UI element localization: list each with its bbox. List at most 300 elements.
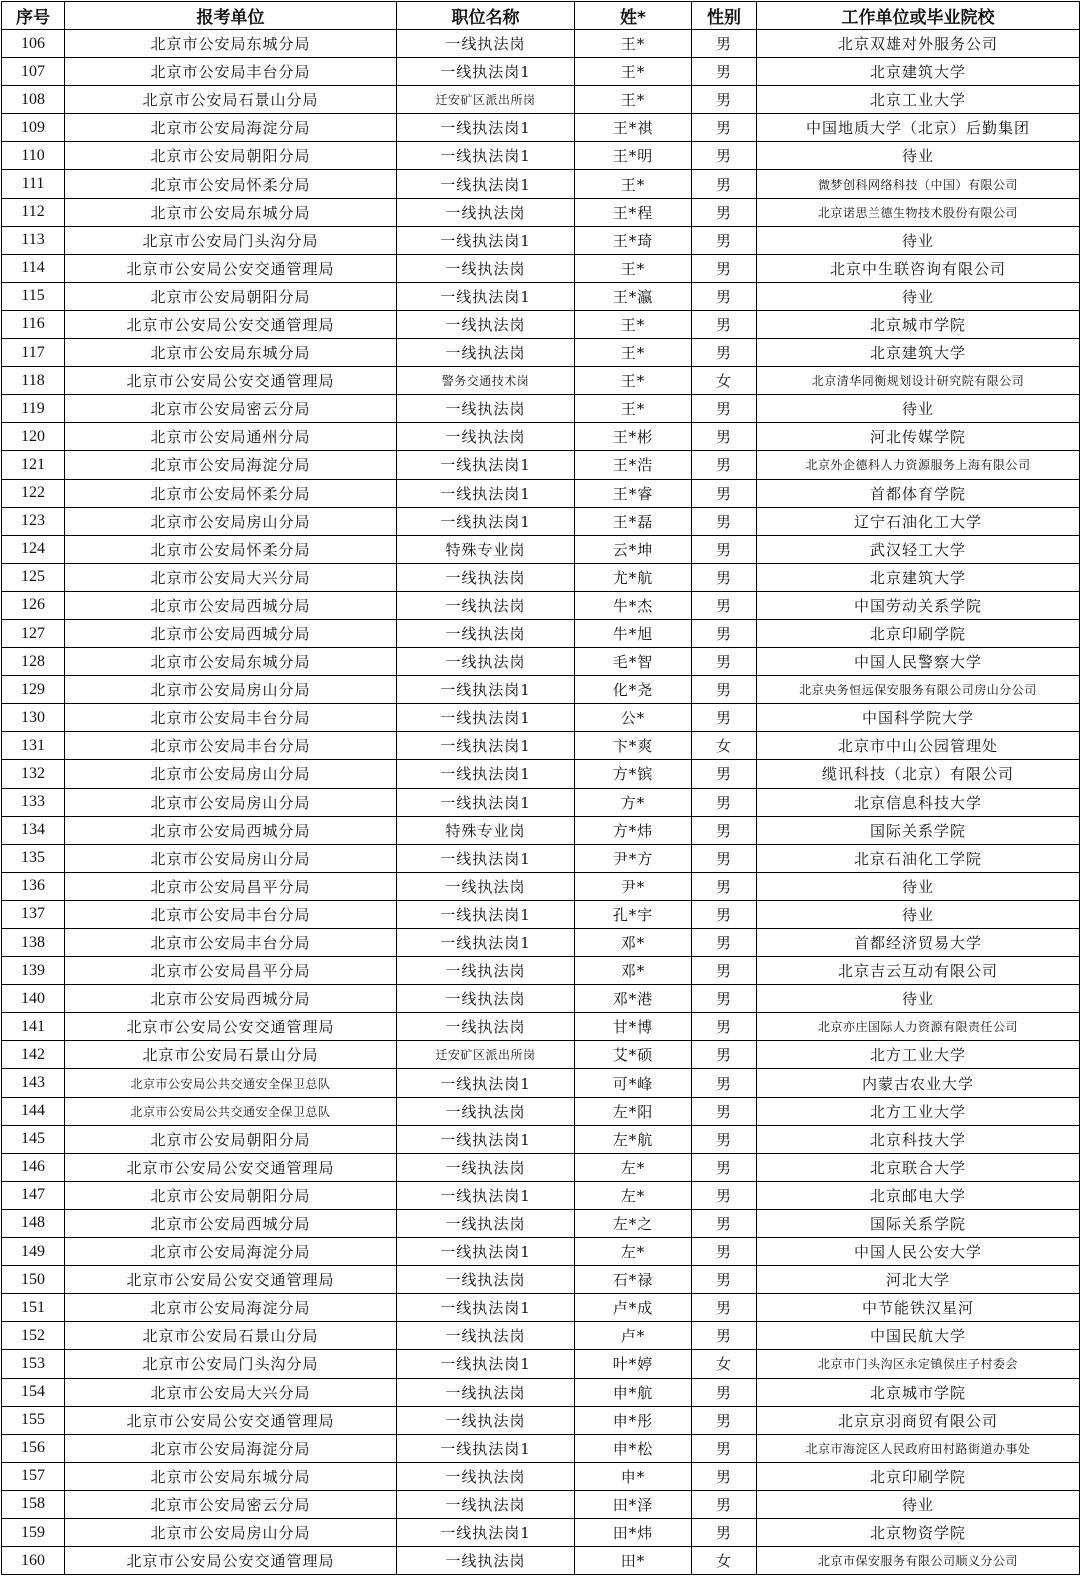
- cell-gender: 女: [692, 732, 757, 760]
- cell-position-name: 一线执法岗1: [397, 760, 575, 788]
- cell-position-name: 一线执法岗: [397, 563, 575, 591]
- table-row: [2, 507, 1080, 535]
- table-row: [2, 226, 1080, 254]
- cell-serial-number: 147: [2, 1181, 65, 1209]
- cell-name: 云*坤: [575, 535, 692, 563]
- cell-gender: 男: [692, 395, 757, 423]
- cell-workplace-or-school: 中国地质大学（北京）后勤集团: [757, 114, 1080, 142]
- cell-workplace-or-school: 北京印刷学院: [757, 619, 1080, 647]
- table-row: [2, 1153, 1080, 1181]
- cell-workplace-or-school: 河北大学: [757, 1266, 1080, 1294]
- cell-serial-number: 137: [2, 900, 65, 928]
- cell-workplace-or-school: 北京建筑大学: [757, 563, 1080, 591]
- cell-serial-number: 156: [2, 1434, 65, 1462]
- cell-applied-unit: 北京市公安局西城分局: [65, 591, 397, 619]
- cell-serial-number: 107: [2, 58, 65, 86]
- cell-name: 申*松: [575, 1434, 692, 1462]
- cell-gender: 男: [692, 1406, 757, 1434]
- cell-workplace-or-school: 北京诺思兰德生物技术股份有限公司: [757, 198, 1080, 226]
- cell-serial-number: 145: [2, 1125, 65, 1153]
- table-body: [2, 30, 1080, 1575]
- cell-workplace-or-school: 待业: [757, 226, 1080, 254]
- table-row: [2, 1322, 1080, 1350]
- cell-position-name: 一线执法岗: [397, 1266, 575, 1294]
- cell-name: 王*瀛: [575, 282, 692, 310]
- cell-position-name: 一线执法岗1: [397, 1181, 575, 1209]
- cell-position-name: 一线执法岗1: [397, 451, 575, 479]
- cell-serial-number: 131: [2, 732, 65, 760]
- cell-gender: 男: [692, 282, 757, 310]
- cell-position-name: 一线执法岗: [397, 648, 575, 676]
- cell-workplace-or-school: 北京城市学院: [757, 310, 1080, 338]
- cell-workplace-or-school: 首都经济贸易大学: [757, 929, 1080, 957]
- cell-serial-number: 113: [2, 226, 65, 254]
- table-row: [2, 563, 1080, 591]
- cell-name: 卢*: [575, 1322, 692, 1350]
- cell-gender: 男: [692, 451, 757, 479]
- table-row: [2, 86, 1080, 114]
- cell-name: 左*阳: [575, 1097, 692, 1125]
- cell-name: 左*航: [575, 1125, 692, 1153]
- cell-position-name: 一线执法岗: [397, 1547, 575, 1575]
- cell-serial-number: 119: [2, 395, 65, 423]
- cell-name: 可*峰: [575, 1069, 692, 1097]
- cell-gender: 男: [692, 1462, 757, 1490]
- cell-name: 邓*港: [575, 985, 692, 1013]
- cell-name: 王*磊: [575, 507, 692, 535]
- cell-workplace-or-school: 中节能铁汉星河: [757, 1294, 1080, 1322]
- cell-workplace-or-school: 中国劳动关系学院: [757, 591, 1080, 619]
- cell-applied-unit: 北京市公安局大兴分局: [65, 1378, 397, 1406]
- cell-name: 王*: [575, 86, 692, 114]
- cell-serial-number: 127: [2, 619, 65, 647]
- cell-gender: 男: [692, 479, 757, 507]
- cell-workplace-or-school: 北京吉云互动有限公司: [757, 957, 1080, 985]
- table-row: [2, 367, 1080, 395]
- table-row: [2, 479, 1080, 507]
- cell-gender: 男: [692, 1013, 757, 1041]
- cell-workplace-or-school: 国际关系学院: [757, 816, 1080, 844]
- cell-serial-number: 121: [2, 451, 65, 479]
- cell-gender: 男: [692, 86, 757, 114]
- cell-gender: 男: [692, 985, 757, 1013]
- cell-name: 左*: [575, 1238, 692, 1266]
- table-row: [2, 957, 1080, 985]
- cell-position-name: 一线执法岗: [397, 1153, 575, 1181]
- cell-serial-number: 151: [2, 1294, 65, 1322]
- cell-applied-unit: 北京市公安局海淀分局: [65, 114, 397, 142]
- cell-serial-number: 152: [2, 1322, 65, 1350]
- cell-name: 田*炜: [575, 1518, 692, 1546]
- cell-position-name: 一线执法岗1: [397, 114, 575, 142]
- table-row: [2, 1181, 1080, 1209]
- cell-name: 方*镔: [575, 760, 692, 788]
- cell-serial-number: 111: [2, 170, 65, 198]
- cell-workplace-or-school: 北京邮电大学: [757, 1181, 1080, 1209]
- cell-workplace-or-school: 北京京羽商贸有限公司: [757, 1406, 1080, 1434]
- cell-applied-unit: 北京市公安局昌平分局: [65, 957, 397, 985]
- cell-gender: 男: [692, 704, 757, 732]
- cell-gender: 男: [692, 1069, 757, 1097]
- cell-serial-number: 122: [2, 479, 65, 507]
- cell-applied-unit: 北京市公安局门头沟分局: [65, 226, 397, 254]
- cell-serial-number: 146: [2, 1153, 65, 1181]
- cell-gender: 男: [692, 170, 757, 198]
- table-row: [2, 451, 1080, 479]
- cell-workplace-or-school: 北京清华同衡规划设计研究院有限公司: [757, 367, 1080, 395]
- table-row: [2, 816, 1080, 844]
- cell-name: 化*尧: [575, 676, 692, 704]
- cell-serial-number: 124: [2, 535, 65, 563]
- cell-applied-unit: 北京市公安局西城分局: [65, 619, 397, 647]
- cell-applied-unit: 北京市公安局丰台分局: [65, 704, 397, 732]
- cell-gender: 男: [692, 816, 757, 844]
- table-row: [2, 788, 1080, 816]
- table-row: [2, 872, 1080, 900]
- cell-position-name: 一线执法岗1: [397, 1125, 575, 1153]
- table-row: [2, 1209, 1080, 1237]
- cell-name: 公*: [575, 704, 692, 732]
- cell-name: 田*泽: [575, 1490, 692, 1518]
- cell-gender: 男: [692, 1209, 757, 1237]
- cell-gender: 男: [692, 1125, 757, 1153]
- cell-serial-number: 117: [2, 339, 65, 367]
- cell-applied-unit: 北京市公安局密云分局: [65, 395, 397, 423]
- cell-name: 艾*硕: [575, 1041, 692, 1069]
- cell-applied-unit: 北京市公安局朝阳分局: [65, 282, 397, 310]
- header-position-name: 职位名称: [397, 2, 575, 30]
- table-row: [2, 1013, 1080, 1041]
- cell-serial-number: 115: [2, 282, 65, 310]
- cell-applied-unit: 北京市公安局海淀分局: [65, 451, 397, 479]
- cell-applied-unit: 北京市公安局西城分局: [65, 816, 397, 844]
- cell-workplace-or-school: 北京亦庄国际人力资源有限责任公司: [757, 1013, 1080, 1041]
- cell-position-name: 一线执法岗1: [397, 282, 575, 310]
- cell-name: 尹*: [575, 872, 692, 900]
- table-row: [2, 900, 1080, 928]
- table-row: [2, 732, 1080, 760]
- cell-serial-number: 110: [2, 142, 65, 170]
- cell-workplace-or-school: 北京联合大学: [757, 1153, 1080, 1181]
- cell-position-name: 一线执法岗1: [397, 479, 575, 507]
- cell-workplace-or-school: 待业: [757, 1490, 1080, 1518]
- cell-name: 王*: [575, 367, 692, 395]
- cell-name: 王*琦: [575, 226, 692, 254]
- cell-position-name: 一线执法岗: [397, 423, 575, 451]
- cell-gender: 男: [692, 226, 757, 254]
- table-row: [2, 1378, 1080, 1406]
- cell-serial-number: 134: [2, 816, 65, 844]
- cell-serial-number: 128: [2, 648, 65, 676]
- table-row: [2, 1434, 1080, 1462]
- cell-applied-unit: 北京市公安局朝阳分局: [65, 142, 397, 170]
- cell-position-name: 一线执法岗: [397, 985, 575, 1013]
- table-row: [2, 58, 1080, 86]
- cell-applied-unit: 北京市公安局石景山分局: [65, 1041, 397, 1069]
- cell-position-name: 一线执法岗: [397, 30, 575, 58]
- table-row: [2, 310, 1080, 338]
- cell-position-name: 一线执法岗: [397, 1378, 575, 1406]
- cell-name: 田*: [575, 1547, 692, 1575]
- cell-serial-number: 138: [2, 929, 65, 957]
- table-header-row: [2, 2, 1080, 30]
- cell-serial-number: 143: [2, 1069, 65, 1097]
- cell-position-name: 一线执法岗: [397, 395, 575, 423]
- cell-gender: 男: [692, 591, 757, 619]
- table-row: [2, 1069, 1080, 1097]
- cell-position-name: 一线执法岗: [397, 339, 575, 367]
- cell-position-name: 一线执法岗: [397, 310, 575, 338]
- cell-serial-number: 155: [2, 1406, 65, 1434]
- table-row: [2, 114, 1080, 142]
- cell-gender: 女: [692, 367, 757, 395]
- cell-position-name: 一线执法岗1: [397, 1518, 575, 1546]
- cell-gender: 男: [692, 535, 757, 563]
- cell-workplace-or-school: 北京建筑大学: [757, 339, 1080, 367]
- cell-workplace-or-school: 首都体育学院: [757, 479, 1080, 507]
- table-row: [2, 254, 1080, 282]
- cell-position-name: 一线执法岗1: [397, 704, 575, 732]
- cell-name: 牛*旭: [575, 619, 692, 647]
- cell-name: 王*彬: [575, 423, 692, 451]
- cell-position-name: 一线执法岗1: [397, 58, 575, 86]
- cell-applied-unit: 北京市公安局公安交通管理局: [65, 1547, 397, 1575]
- table-row: [2, 1294, 1080, 1322]
- cell-name: 方*: [575, 788, 692, 816]
- cell-applied-unit: 北京市公安局公安交通管理局: [65, 254, 397, 282]
- cell-workplace-or-school: 北京市门头沟区永定镇侯庄子村委会: [757, 1350, 1080, 1378]
- cell-name: 王*: [575, 58, 692, 86]
- cell-name: 尤*航: [575, 563, 692, 591]
- cell-gender: 男: [692, 844, 757, 872]
- cell-position-name: 迁安矿区派出所岗: [397, 1041, 575, 1069]
- table-row: [2, 844, 1080, 872]
- cell-applied-unit: 北京市公安局西城分局: [65, 1209, 397, 1237]
- cell-applied-unit: 北京市公安局东城分局: [65, 648, 397, 676]
- cell-applied-unit: 北京市公安局公安交通管理局: [65, 1406, 397, 1434]
- cell-workplace-or-school: 待业: [757, 985, 1080, 1013]
- cell-position-name: 一线执法岗1: [397, 226, 575, 254]
- cell-workplace-or-school: 中国人民公安大学: [757, 1238, 1080, 1266]
- cell-serial-number: 149: [2, 1238, 65, 1266]
- table-row: [2, 1547, 1080, 1575]
- cell-workplace-or-school: 北京石油化工学院: [757, 844, 1080, 872]
- cell-workplace-or-school: 北京央务恒远保安服务有限公司房山分公司: [757, 676, 1080, 704]
- cell-position-name: 一线执法岗1: [397, 1294, 575, 1322]
- cell-workplace-or-school: 河北传媒学院: [757, 423, 1080, 451]
- cell-serial-number: 139: [2, 957, 65, 985]
- cell-workplace-or-school: 北京市海淀区人民政府田村路街道办事处: [757, 1434, 1080, 1462]
- cell-gender: 男: [692, 30, 757, 58]
- cell-gender: 男: [692, 676, 757, 704]
- header-gender: 性别: [692, 2, 757, 30]
- table-row: [2, 676, 1080, 704]
- cell-position-name: 一线执法岗: [397, 591, 575, 619]
- cell-position-name: 一线执法岗: [397, 1097, 575, 1125]
- cell-gender: 男: [692, 1378, 757, 1406]
- cell-name: 叶*婷: [575, 1350, 692, 1378]
- table-row: [2, 1490, 1080, 1518]
- cell-applied-unit: 北京市公安局密云分局: [65, 1490, 397, 1518]
- cell-workplace-or-school: 北京中生联咨询有限公司: [757, 254, 1080, 282]
- cell-name: 方*炜: [575, 816, 692, 844]
- cell-name: 王*浩: [575, 451, 692, 479]
- table-row: [2, 282, 1080, 310]
- cell-position-name: 一线执法岗: [397, 957, 575, 985]
- cell-serial-number: 125: [2, 563, 65, 591]
- cell-name: 卢*成: [575, 1294, 692, 1322]
- cell-gender: 男: [692, 58, 757, 86]
- cell-position-name: 特殊专业岗: [397, 535, 575, 563]
- cell-serial-number: 157: [2, 1462, 65, 1490]
- cell-name: 王*: [575, 339, 692, 367]
- cell-name: 王*睿: [575, 479, 692, 507]
- cell-name: 邓*: [575, 957, 692, 985]
- table-row: [2, 985, 1080, 1013]
- cell-gender: 男: [692, 1153, 757, 1181]
- cell-applied-unit: 北京市公安局丰台分局: [65, 900, 397, 928]
- cell-gender: 男: [692, 507, 757, 535]
- cell-workplace-or-school: 中国科学院大学: [757, 704, 1080, 732]
- cell-applied-unit: 北京市公安局公安交通管理局: [65, 310, 397, 338]
- cell-workplace-or-school: 北京市保安服务有限公司顺义分公司: [757, 1547, 1080, 1575]
- cell-applied-unit: 北京市公安局海淀分局: [65, 1294, 397, 1322]
- cell-position-name: 一线执法岗: [397, 1490, 575, 1518]
- cell-applied-unit: 北京市公安局丰台分局: [65, 58, 397, 86]
- cell-applied-unit: 北京市公安局丰台分局: [65, 732, 397, 760]
- cell-gender: 男: [692, 648, 757, 676]
- cell-position-name: 一线执法岗1: [397, 676, 575, 704]
- cell-applied-unit: 北京市公安局怀柔分局: [65, 170, 397, 198]
- cell-name: 申*: [575, 1462, 692, 1490]
- cell-workplace-or-school: 北京工业大学: [757, 86, 1080, 114]
- cell-name: 甘*博: [575, 1013, 692, 1041]
- cell-applied-unit: 北京市公安局门头沟分局: [65, 1350, 397, 1378]
- cell-position-name: 一线执法岗: [397, 872, 575, 900]
- cell-serial-number: 153: [2, 1350, 65, 1378]
- cell-applied-unit: 北京市公安局昌平分局: [65, 872, 397, 900]
- cell-serial-number: 114: [2, 254, 65, 282]
- header-applied-unit: 报考单位: [65, 2, 397, 30]
- table-row: [2, 1125, 1080, 1153]
- cell-position-name: 一线执法岗1: [397, 844, 575, 872]
- cell-name: 申*航: [575, 1378, 692, 1406]
- cell-workplace-or-school: 北京科技大学: [757, 1125, 1080, 1153]
- cell-gender: 男: [692, 1181, 757, 1209]
- cell-gender: 男: [692, 1434, 757, 1462]
- cell-name: 申*彤: [575, 1406, 692, 1434]
- cell-gender: 男: [692, 142, 757, 170]
- table-row: [2, 704, 1080, 732]
- table-row: [2, 1350, 1080, 1378]
- cell-serial-number: 126: [2, 591, 65, 619]
- cell-gender: 男: [692, 1097, 757, 1125]
- cell-name: 尹*方: [575, 844, 692, 872]
- cell-applied-unit: 北京市公安局怀柔分局: [65, 479, 397, 507]
- cell-position-name: 一线执法岗: [397, 1013, 575, 1041]
- header-name: 姓*: [575, 2, 692, 30]
- cell-applied-unit: 北京市公安局海淀分局: [65, 1238, 397, 1266]
- table-row: [2, 198, 1080, 226]
- cell-name: 王*祺: [575, 114, 692, 142]
- cell-applied-unit: 北京市公安局西城分局: [65, 985, 397, 1013]
- cell-position-name: 迁安矿区派出所岗: [397, 86, 575, 114]
- cell-name: 王*明: [575, 142, 692, 170]
- cell-name: 左*之: [575, 1209, 692, 1237]
- cell-position-name: 一线执法岗1: [397, 1350, 575, 1378]
- cell-position-name: 一线执法岗: [397, 1462, 575, 1490]
- cell-serial-number: 150: [2, 1266, 65, 1294]
- cell-serial-number: 136: [2, 872, 65, 900]
- cell-gender: 男: [692, 339, 757, 367]
- cell-name: 王*: [575, 30, 692, 58]
- cell-gender: 男: [692, 957, 757, 985]
- cell-workplace-or-school: 武汉轻工大学: [757, 535, 1080, 563]
- cell-applied-unit: 北京市公安局房山分局: [65, 844, 397, 872]
- cell-applied-unit: 北京市公安局房山分局: [65, 676, 397, 704]
- cell-applied-unit: 北京市公安局公安交通管理局: [65, 367, 397, 395]
- cell-name: 王*: [575, 254, 692, 282]
- cell-gender: 男: [692, 1238, 757, 1266]
- cell-gender: 男: [692, 1518, 757, 1546]
- cell-position-name: 一线执法岗1: [397, 142, 575, 170]
- cell-serial-number: 118: [2, 367, 65, 395]
- cell-position-name: 一线执法岗: [397, 1209, 575, 1237]
- cell-gender: 男: [692, 310, 757, 338]
- header-serial-number: 序号: [2, 2, 65, 30]
- cell-gender: 男: [692, 1490, 757, 1518]
- cell-position-name: 一线执法岗1: [397, 1069, 575, 1097]
- cell-workplace-or-school: 北京市中山公园管理处: [757, 732, 1080, 760]
- cell-applied-unit: 北京市公安局房山分局: [65, 1518, 397, 1546]
- cell-position-name: 一线执法岗1: [397, 788, 575, 816]
- cell-position-name: 一线执法岗1: [397, 900, 575, 928]
- table-row: [2, 1238, 1080, 1266]
- cell-name: 牛*杰: [575, 591, 692, 619]
- cell-name: 左*: [575, 1181, 692, 1209]
- table-row: [2, 648, 1080, 676]
- cell-name: 邓*: [575, 929, 692, 957]
- cell-workplace-or-school: 中国人民警察大学: [757, 648, 1080, 676]
- cell-gender: 男: [692, 1041, 757, 1069]
- cell-applied-unit: 北京市公安局公安交通管理局: [65, 1266, 397, 1294]
- cell-workplace-or-school: 缆讯科技（北京）有限公司: [757, 760, 1080, 788]
- cell-applied-unit: 北京市公安局丰台分局: [65, 929, 397, 957]
- cell-workplace-or-school: 待业: [757, 142, 1080, 170]
- cell-serial-number: 109: [2, 114, 65, 142]
- cell-serial-number: 106: [2, 30, 65, 58]
- applicant-table: [1, 1, 1080, 1575]
- table-row: [2, 1266, 1080, 1294]
- cell-name: 王*: [575, 310, 692, 338]
- cell-workplace-or-school: 北京城市学院: [757, 1378, 1080, 1406]
- cell-gender: 男: [692, 1266, 757, 1294]
- cell-gender: 男: [692, 423, 757, 451]
- table-row: [2, 591, 1080, 619]
- cell-applied-unit: 北京市公安局海淀分局: [65, 1434, 397, 1462]
- cell-workplace-or-school: 待业: [757, 900, 1080, 928]
- cell-position-name: 一线执法岗1: [397, 1238, 575, 1266]
- cell-workplace-or-school: 待业: [757, 395, 1080, 423]
- cell-workplace-or-school: 北京物资学院: [757, 1518, 1080, 1546]
- table-row: [2, 760, 1080, 788]
- cell-serial-number: 108: [2, 86, 65, 114]
- cell-gender: 男: [692, 788, 757, 816]
- cell-name: 王*程: [575, 198, 692, 226]
- cell-applied-unit: 北京市公安局朝阳分局: [65, 1181, 397, 1209]
- cell-gender: 女: [692, 1350, 757, 1378]
- table-row: [2, 30, 1080, 58]
